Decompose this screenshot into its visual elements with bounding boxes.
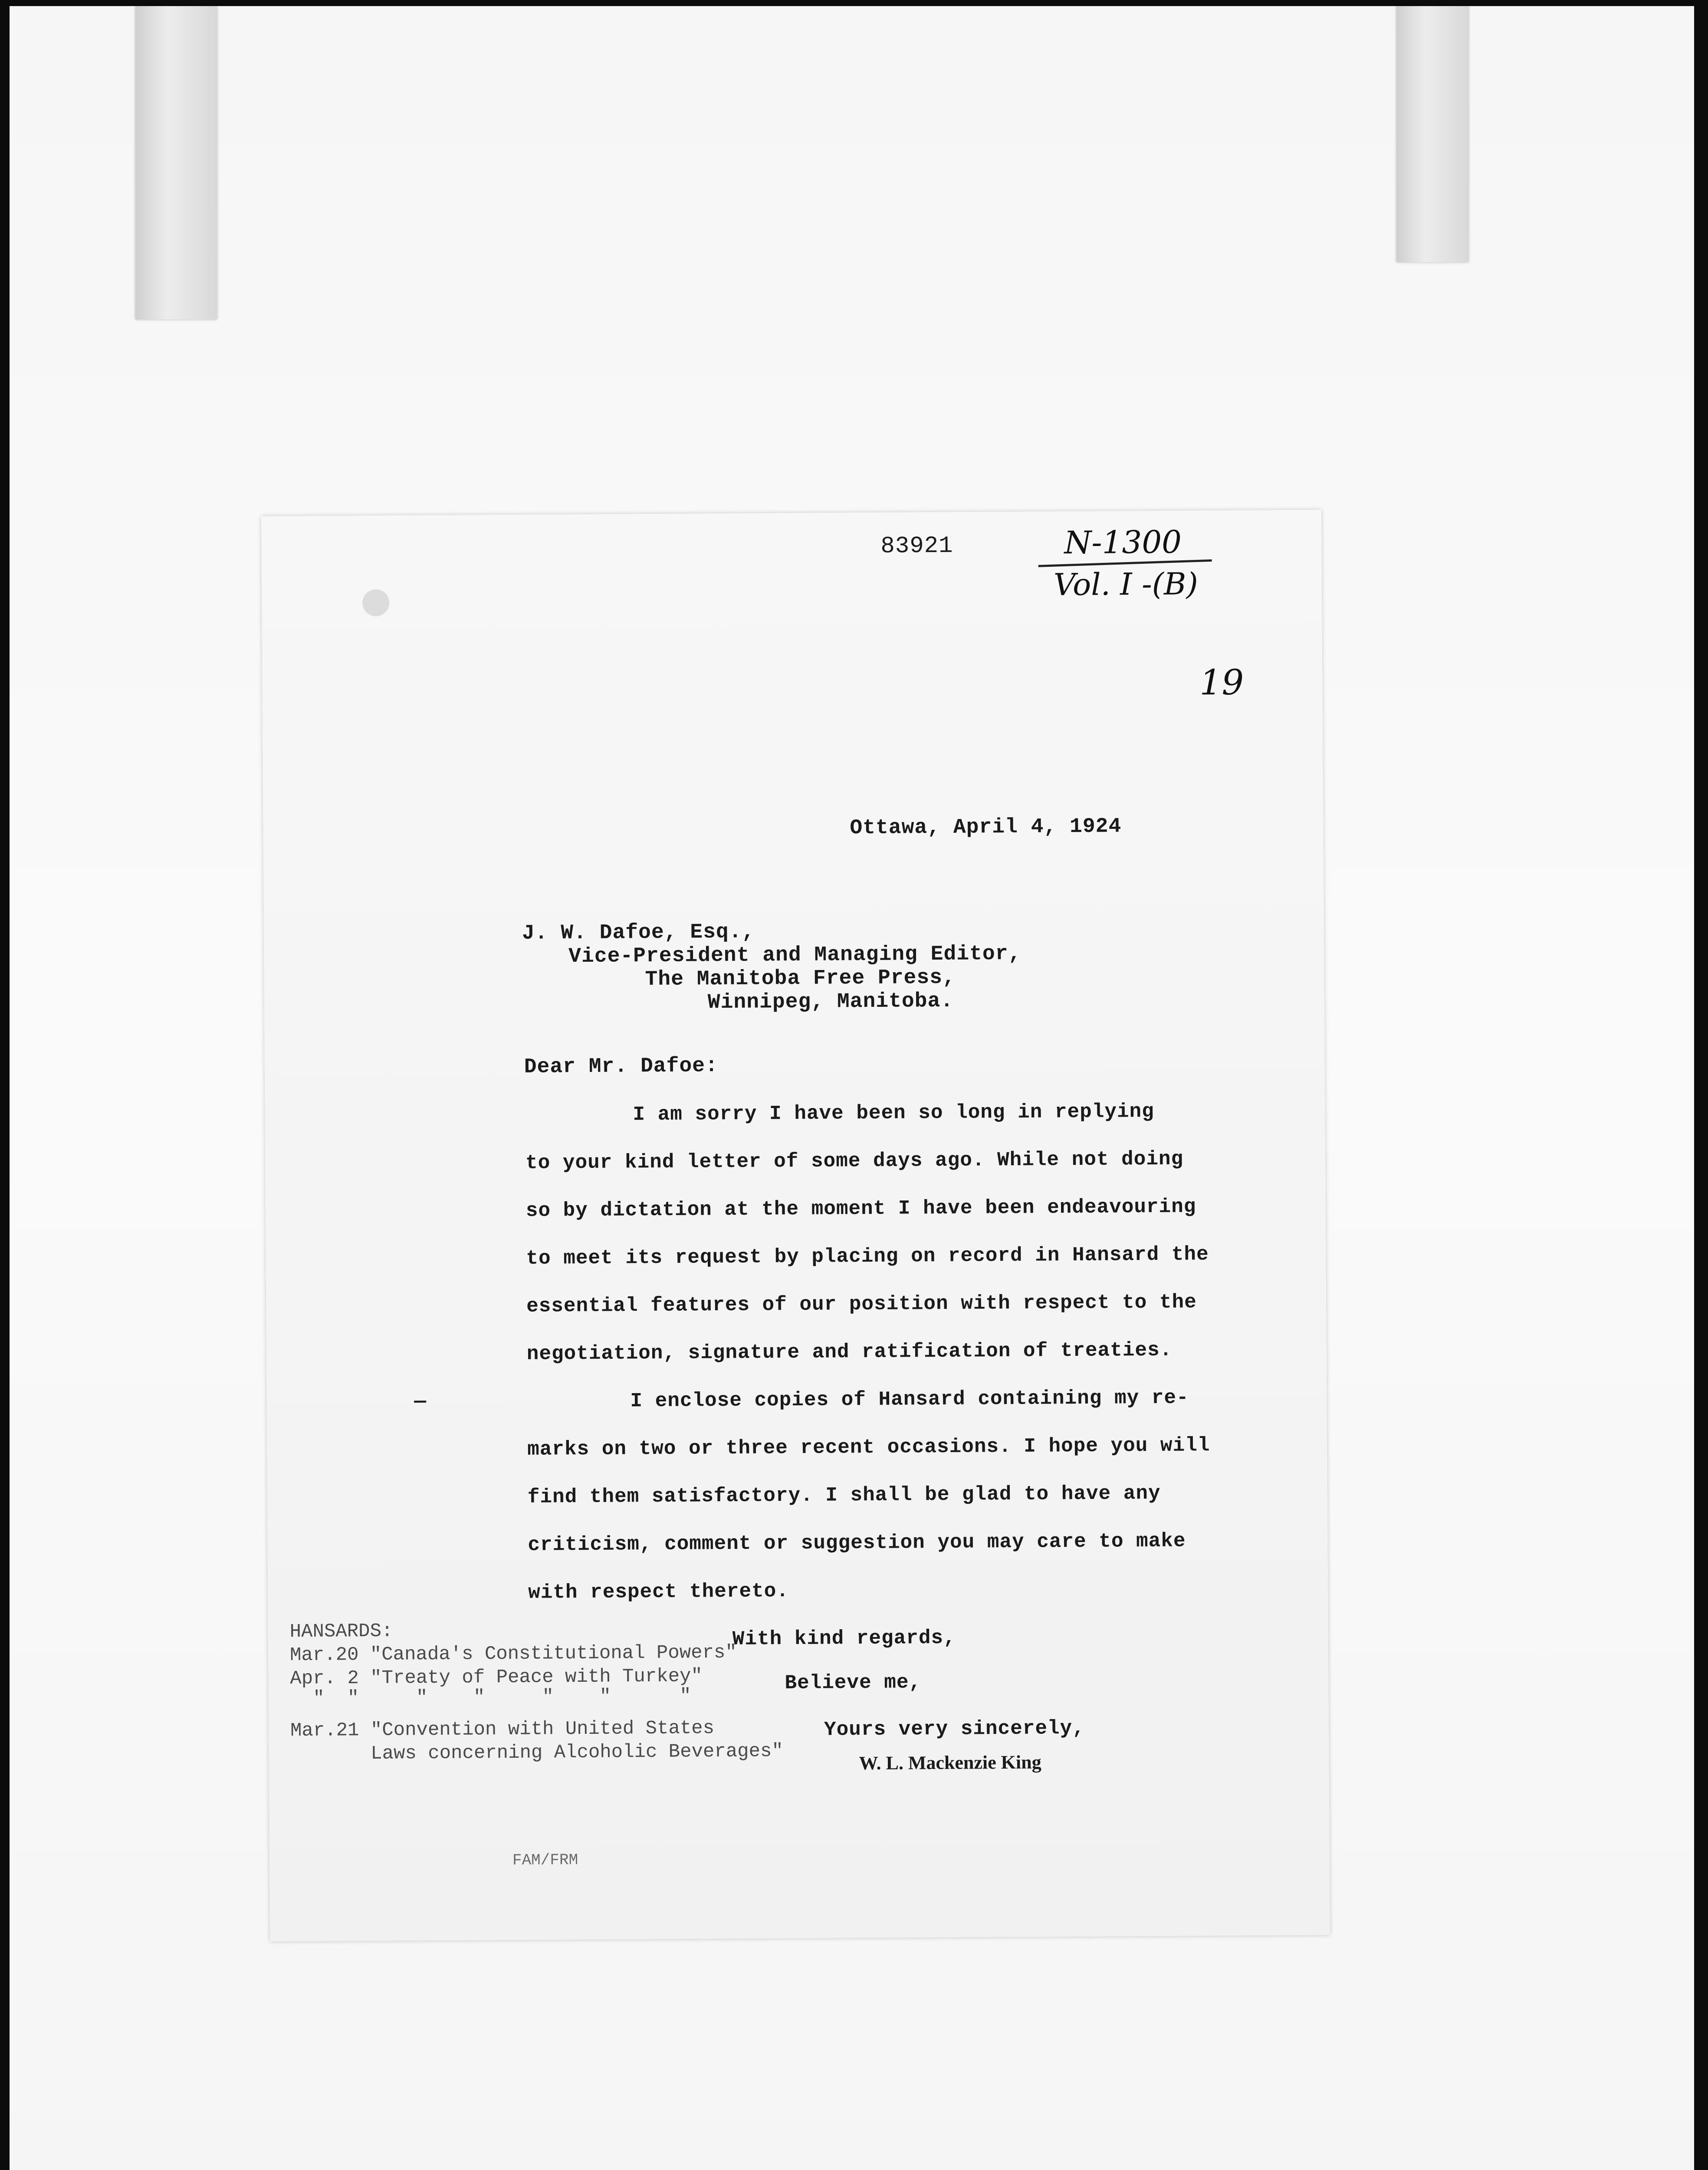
typist-initials: FAM/FRM [512, 1851, 578, 1870]
signature-name: W. L. Mackenzie King [859, 1751, 1041, 1774]
hansards-heading: HANSARDS: [289, 1620, 393, 1643]
closing-with-kind-regards: With kind regards, [732, 1626, 956, 1651]
body-line-4: to meet its request by placing on record in Hansard the [526, 1243, 1209, 1270]
recipient-line-2: Vice-President and Managing Editor, [568, 942, 1022, 969]
letter-sheet [261, 510, 1330, 1942]
handwritten-reference-bottom: Vol. I -(B) [1053, 566, 1199, 603]
recipient-line-1: J. W. Dafoe, Esq., [522, 920, 755, 945]
page-number: 19 [1199, 662, 1244, 703]
body-line-3: so by dictation at the moment I have been endeavouring [526, 1195, 1196, 1222]
salutation: Dear Mr. Dafoe: [524, 1054, 718, 1079]
document-number: 83921 [880, 533, 953, 560]
body-line-5: essential features of our position with respect to the [526, 1291, 1197, 1318]
hansards-line-2: Apr. 2 "Treaty of Peace with Turkey" [290, 1665, 703, 1690]
body-line-6: negotiation, signature and ratification of treaties. [526, 1338, 1173, 1365]
body-line-11: with respect thereto. [528, 1580, 789, 1604]
tape-strip-top-right [1396, 6, 1468, 262]
body-line-8: marks on two or three recent occasions. I hope you will [527, 1434, 1210, 1461]
body-line-1: I am sorry I have been so long in replying [633, 1100, 1154, 1126]
punch-hole [362, 589, 389, 616]
hansards-ditto-line: " " " " " " " [290, 1685, 691, 1710]
hansards-line-4: Laws concerning Alcoholic Beverages" [290, 1740, 783, 1766]
closing-yours-very-sincerely: Yours very sincerely, [824, 1716, 1085, 1741]
body-line-9: find them satisfactory. I shall be glad to have any [527, 1482, 1161, 1509]
closing-believe-me: Believe me, [785, 1671, 922, 1695]
recipient-line-4: Winnipeg, Manitoba. [707, 989, 954, 1015]
hansards-line-3: Mar.21 "Convention with United States [290, 1717, 715, 1742]
date-line: Ottawa, April 4, 1924 [850, 815, 1122, 840]
body-line-2: to your kind letter of some days ago. While not doing [525, 1147, 1184, 1174]
recipient-line-3: The Manitoba Free Press, [645, 966, 956, 992]
body-line-7: I enclose copies of Hansard containing my re- [630, 1386, 1189, 1413]
hansards-line-1: Mar.20 "Canada's Constitutional Powers" [289, 1641, 737, 1667]
tape-strip-top-left [135, 6, 217, 319]
handwritten-reference-top: N-1300 [1064, 523, 1182, 561]
margin-dash: — [414, 1390, 427, 1413]
body-line-10: criticism, comment or suggestion you may care to make [528, 1529, 1186, 1556]
